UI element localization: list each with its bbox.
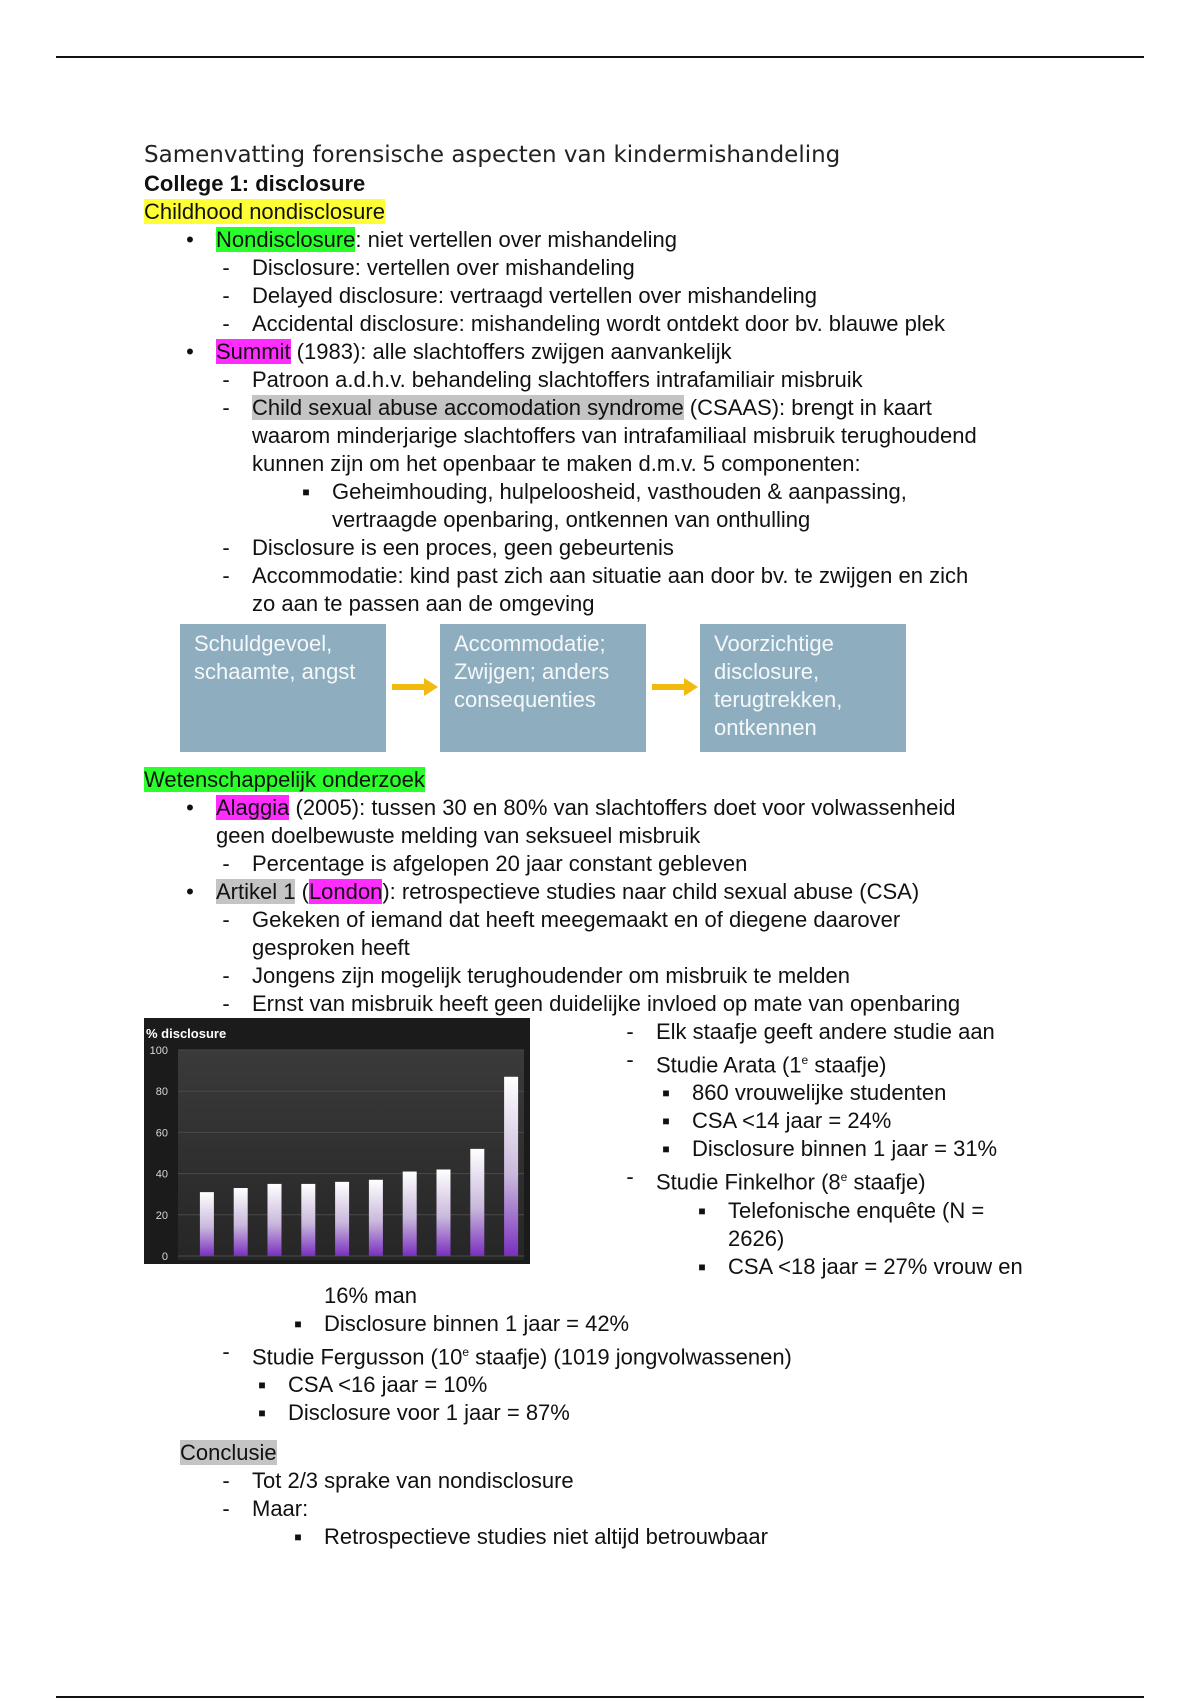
list-item: ■ Retrospectieve studies niet altijd betrouwbaar [294, 1524, 768, 1550]
list-item: - Jongens zijn mogelijk terughoudender om misbruik te melden [222, 963, 850, 988]
bar-study-2 [234, 1188, 248, 1256]
chart-section [144, 1018, 1064, 1282]
list-item: - Delayed disclosure: vertraagd vertellen over mishandeling [222, 283, 817, 308]
list-item: - Disclosure is een proces, geen gebeurtenis [222, 535, 674, 560]
list-item: • Artikel 1 (London): retrospectieve studies naar child sexual abuse (CSA) [186, 879, 920, 904]
bar-study-8 [437, 1169, 451, 1256]
y-tick-label: 20 [155, 1209, 168, 1222]
list-item-continuation: zo aan te passen aan de omgeving [252, 591, 595, 616]
term-highlight: Summit [216, 339, 291, 364]
list-item: - Gekeken of iemand dat heeft meegemaakt en of diegene daarover [222, 907, 901, 932]
list-item: ■ Disclosure binnen 1 jaar = 31% [662, 1136, 998, 1162]
list-item-continuation: kunnen zijn om het openbaar te maken d.m.v. 5 componenten: [252, 451, 861, 476]
list-item-continuation: geen doelbewuste melding van seksueel misbruik [216, 823, 701, 848]
y-tick-label: 100 [149, 1045, 168, 1057]
flow-box-shame: Schuldgevoel, schaamte, angst [180, 624, 386, 752]
top-rule [56, 56, 1144, 58]
list-item: • Summit (1983): alle slachtoffers zwijgen aanvankelijk [186, 339, 732, 364]
list-item: - Accidental disclosure: mishandeling wordt ontdekt door bv. blauwe plek [222, 311, 945, 336]
flow-box-disclosure: Voorzichtige disclosure, terugtrekken, ontkennen [700, 624, 906, 752]
term-highlight: Alaggia [216, 795, 290, 820]
list-item: - Studie Finkelhor (8e staafje) [626, 1164, 926, 1195]
bar-study-5 [335, 1182, 349, 1256]
arrow-right-icon [392, 676, 440, 698]
list-item: - Disclosure: vertellen over mishandeling [222, 255, 635, 280]
bar-study-9 [470, 1149, 484, 1256]
list-item: ■ CSA <14 jaar = 24% [662, 1108, 892, 1134]
document-title: Samenvatting forensische aspecten van kindermishandeling [144, 142, 841, 168]
term-highlight: London [308, 879, 383, 904]
term-highlight: Nondisclosure [216, 227, 356, 252]
list-item-continuation: vertraagde openbaring, ontkennen van onthulling [332, 507, 811, 532]
section-heading-research: Wetenschappelijk onderzoek [144, 767, 425, 792]
bar-study-3 [268, 1184, 282, 1256]
list-item: ■ 860 vrouwelijke studenten [662, 1080, 947, 1106]
document-body [144, 140, 1064, 1551]
term-highlight: Child sexual abuse accomodation syndrome [252, 395, 684, 420]
y-tick-label: 0 [161, 1251, 168, 1263]
term-highlight: Artikel 1 [216, 879, 296, 904]
list-item: - Tot 2/3 sprake van nondisclosure [222, 1468, 574, 1494]
list-item-continuation: 2626) [728, 1225, 785, 1251]
y-tick-label: 80 [155, 1086, 168, 1099]
list-item-continuation: 16% man [324, 1283, 417, 1308]
list-item: • Nondisclosure: niet vertellen over mishandeling [186, 227, 678, 252]
bar-study-7 [403, 1172, 417, 1256]
list-item: - Accommodatie: kind past zich aan situatie aan door bv. te zwijgen en zich [222, 563, 969, 588]
section-heading-conclusie: Conclusie [180, 1440, 277, 1466]
flow-box-accommodation: Accommodatie; Zwijgen; anders consequenties [440, 624, 646, 752]
y-tick-label: 40 [155, 1168, 168, 1181]
bar-study-4 [301, 1184, 315, 1256]
study-notes [620, 1018, 1080, 1281]
list-item: - Percentage is afgelopen 20 jaar constant gebleven [222, 851, 748, 876]
list-item: - Studie Arata (1e staafje) [626, 1047, 887, 1078]
college-heading: College 1: disclosure [144, 171, 366, 196]
list-item: - Patroon a.d.h.v. behandeling slachtoffers intrafamiliair misbruik [222, 367, 863, 392]
csaas-flow-diagram [180, 624, 1064, 754]
section-heading-nondisclosure: Childhood nondisclosure [144, 199, 385, 224]
bar-study-10 [504, 1077, 518, 1256]
list-item: ■ CSA <16 jaar = 10% [258, 1372, 488, 1398]
arrow-right-icon [652, 676, 700, 698]
y-tick-label: 60 [155, 1127, 168, 1140]
bar-study-1 [200, 1192, 214, 1256]
disclosure-bar-chart [144, 1018, 530, 1264]
list-item: ■ Telefonische enquête (N = [698, 1197, 985, 1223]
chart-title: % disclosure [146, 1026, 227, 1041]
list-item: ■ Disclosure binnen 1 jaar = 42% [294, 1311, 630, 1336]
list-item-continuation: gesproken heeft [252, 935, 410, 960]
list-item: ■ Geheimhouding, hulpeloosheid, vasthouden & aanpassing, [302, 479, 907, 504]
bar-study-6 [369, 1180, 383, 1256]
list-item: ■ Disclosure voor 1 jaar = 87% [258, 1400, 570, 1426]
list-item: - Ernst van misbruik heeft geen duidelijke invloed op mate van openbaring [222, 991, 961, 1016]
list-item: - Child sexual abuse accomodation syndrome (CSAAS): brengt in kaart [222, 395, 932, 420]
bottom-rule [56, 1696, 1144, 1698]
list-item-continuation: waarom minderjarige slachtoffers van intrafamiliaal misbruik terughoudend [252, 423, 977, 448]
list-item: - Maar: [222, 1496, 309, 1522]
list-item: ■ CSA <18 jaar = 27% vrouw en [698, 1253, 1023, 1279]
list-item: - Elk staafje geeft andere studie aan [626, 1019, 995, 1044]
list-item: - Studie Fergusson (10e staafje) (1019 jongvolwassenen) [222, 1339, 792, 1370]
list-item: • Alaggia (2005): tussen 30 en 80% van slachtoffers doet voor volwassenheid [186, 795, 956, 820]
